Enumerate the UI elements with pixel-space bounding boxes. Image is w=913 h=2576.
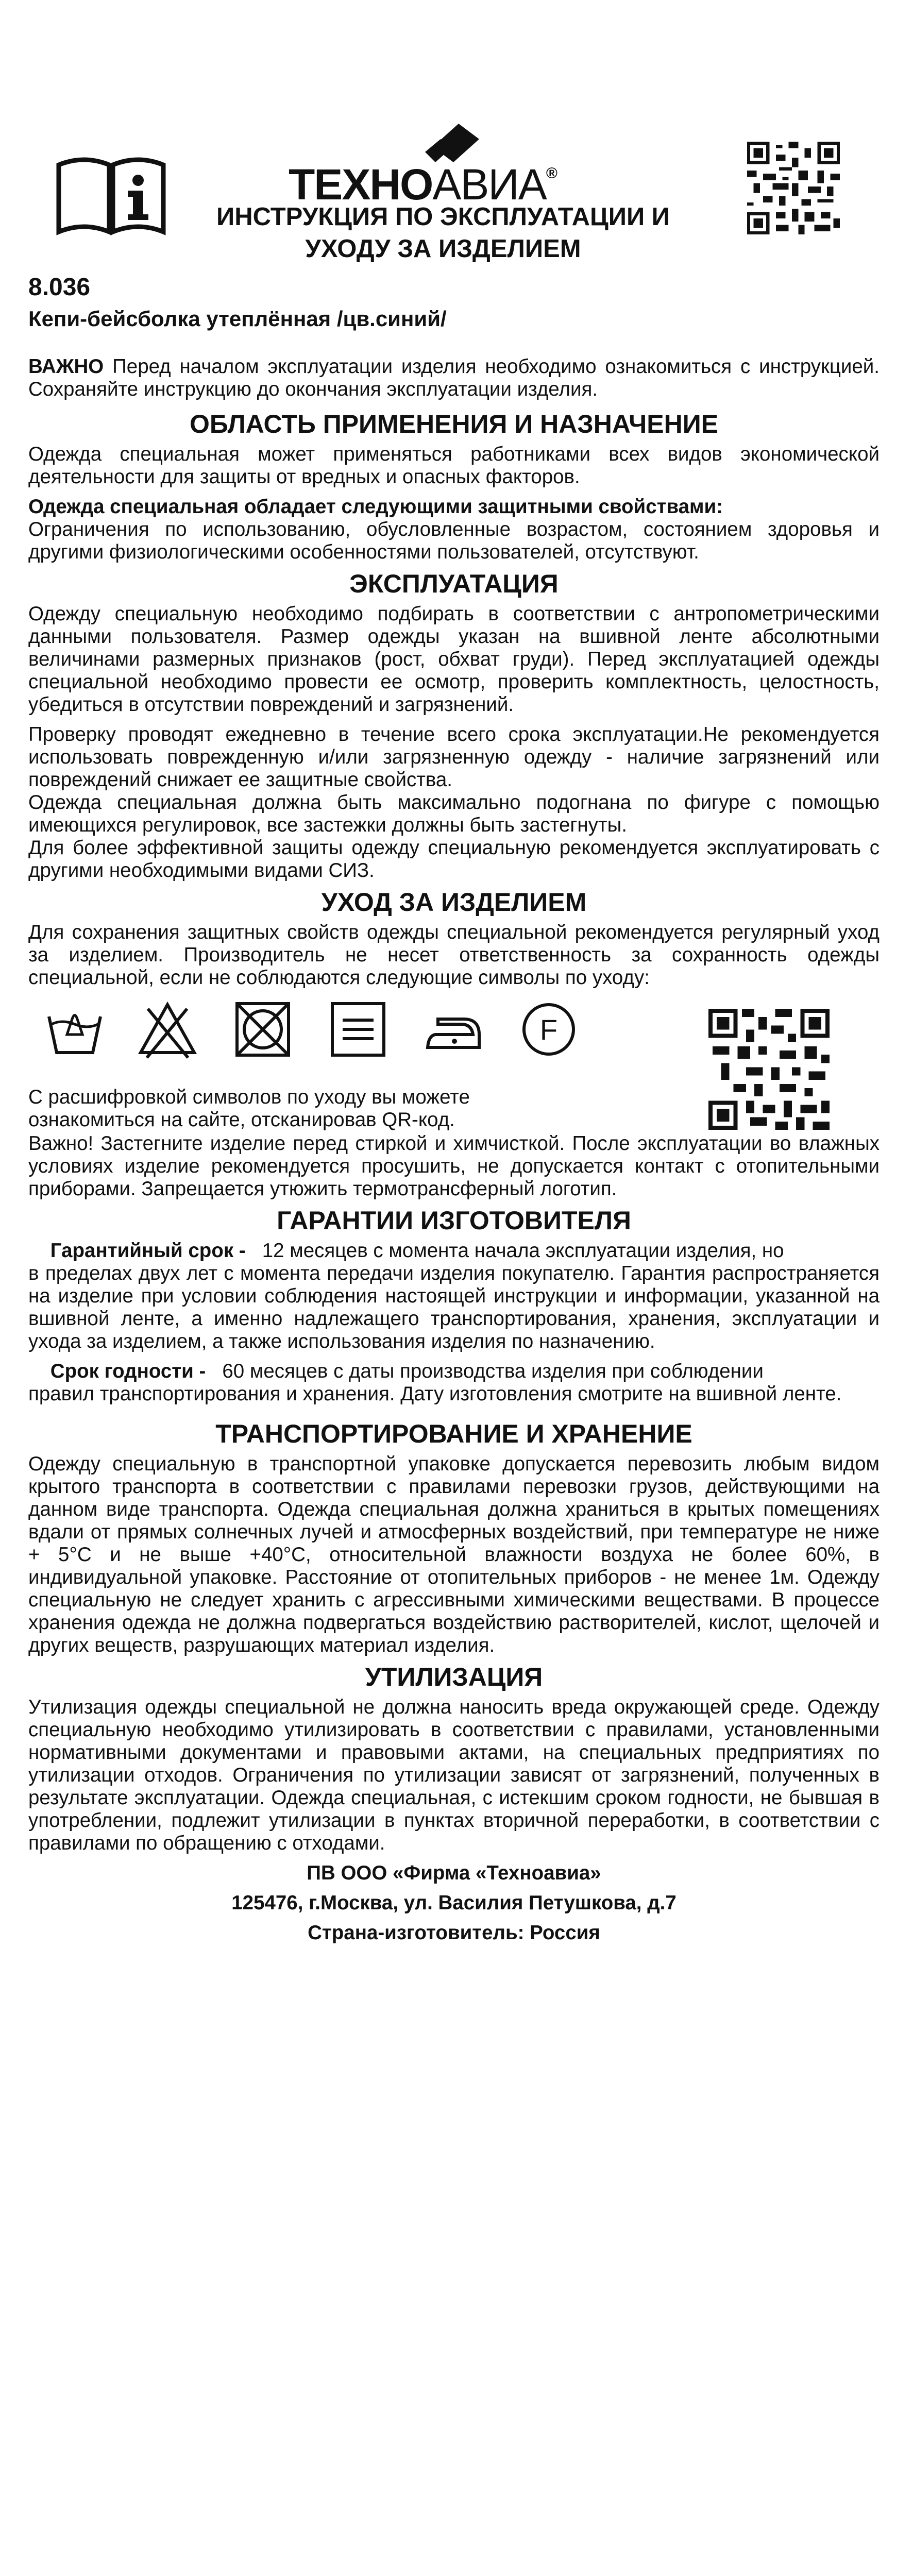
care-paragraph: Для сохранения защитных свойств одежды специальной рекомендуется регулярный уход за изделием. Производитель не несет ответственность за сохранность одежды специальной, если не соблюдаются следующие символы по уходу: <box>28 921 880 989</box>
iron-low-icon <box>422 998 484 1060</box>
protective-properties-heading: Одежда специальная обладает следующими защитными свойствами: <box>28 496 723 518</box>
company-logo <box>289 118 577 209</box>
care-symbols <box>28 998 672 1076</box>
book-info-icon <box>56 155 166 237</box>
disposal-heading: УТИЛИЗАЦИЯ <box>365 1663 543 1691</box>
scope-heading: ОБЛАСТЬ ПРИМЕНЕНИЯ И НАЗНАЧЕНИЕ <box>190 410 718 438</box>
usage-paragraph: Одежду специальную необходимо подбирать в соответствии с антропометрическими данными пользователя. Размер одежды указан на вшивной ленте абсолютными величинами размерных признаков (рост, обхват груди). Перед эксплуатацией одежды специальной необходимо провести ее осмотр, проверить комплектность, целостность, убедиться в отсутствии повреждений и загрязнений. <box>28 603 880 716</box>
usage-paragraph: Проверку проводят ежедневно в течение всего срока эксплуатации.Не рекомендуется использовать поврежденную и/или загрязненную одежду - наличие загрязнений или повреждений снижает ее защитные свойства. <box>28 723 880 791</box>
dry-clean-f-icon <box>518 998 580 1060</box>
shelf-life: Срок годности - 60 месяцев с даты производства изделия при соблюдении <box>50 1360 764 1382</box>
usage-paragraph: Для более эффективной защиты одежду специальную рекомендуется эксплуатировать с другими необходимыми видами СИЗ. <box>28 837 880 882</box>
shelf-life-details: правил транспортирования и хранения. Дату изготовления смотрите на вшивной ленте. <box>28 1383 842 1405</box>
article-number: 8.036 <box>28 274 91 301</box>
no-bleach-icon <box>137 998 198 1060</box>
care-warning: Важно! Застегните изделие перед стиркой и химчисткой. После эксплуатации во влажных условиях изделие рекомендуется просушить, не допускается контакт с отопительными приборами. Запрещается утюжить термотрансферный логотип. <box>28 1132 880 1200</box>
country-of-origin: Страна-изготовитель: Россия <box>308 1922 600 1944</box>
important-notice: ВАЖНО Перед началом эксплуатации изделия необходимо ознакомиться с инструкцией. Сохраняйте инструкцию до окончания эксплуатации изделия. <box>28 355 880 400</box>
manufacturer-name: ПВ ООО «Фирма «Техноавиа» <box>307 1862 601 1884</box>
usage-paragraph: Одежда специальная должна быть максимально подогнана по фигуре с помощью имеющихся регулировок, все застежки должны быть застегнуты. <box>28 791 880 836</box>
care-qr-code-icon <box>708 1009 830 1130</box>
header <box>0 0 913 331</box>
warranty-term: Гарантийный срок - 12 месяцев с момента начала эксплуатации изделия, но <box>50 1240 784 1262</box>
scope-text: Одежда специальная может применяться работниками всех видов экономической деятельности для защиты от вредных и опасных факторов. <box>28 443 880 488</box>
hand-wash-icon <box>44 998 106 1060</box>
logo-wordmark: ТЕХНОАВИА® <box>289 160 556 209</box>
usage-limits-text: Ограничения по использованию, обусловленные возрастом, состоянием здоровья и другими физиологическими особенностями пользователей, отсутствуют. <box>28 518 880 563</box>
warranty-heading: ГАРАНТИИ ИЗГОТОВИТЕЛЯ <box>277 1206 631 1235</box>
usage-heading: ЭКСПЛУАТАЦИЯ <box>349 569 559 598</box>
transport-text: Одежду специальную в транспортной упаковке допускается перевозить любым видом крытого транспорта в соответствии с правилами перевозки грузов, действующими на данном виде транспорта. Одежда специальная должна храниться в крытых помещениях вдали от прямых солнечных лучей и атмосферных воздействий, при температуре не ниже + 5°С и не выше +40°С, относительной влажности воздуха не более 60%, в индивидуальной упаковке. Расстояние от отопительных приборов - не менее 1м. Одежду специальную не следует хранить с агрессивными химическими веществами. В процессе хранения одежда не должна подвергаться воздействию растворителей, кислот, щелочей и других веществ, разрушающих материал изделия. <box>28 1453 880 1656</box>
transport-heading: ТРАНСПОРТИРОВАНИЕ И ХРАНЕНИЕ <box>215 1419 692 1448</box>
shelf-life-label: Срок годности - <box>50 1360 206 1382</box>
document-title: ИНСТРУКЦИЯ ПО ЭКСПЛУАТАЦИИ И УХОДУ ЗА ИЗДЕЛИЕМ <box>216 203 670 263</box>
care-heading: УХОД ЗА ИЗДЕЛИЕМ <box>321 888 587 917</box>
warranty-term-label: Гарантийный срок - <box>50 1240 246 1262</box>
qr-code-icon <box>747 142 840 234</box>
qr-care-hint: С расшифровкой символов по уходу вы можете ознакомиться на сайте, отсканировав QR-код. <box>28 1086 470 1131</box>
disposal-text: Утилизация одежды специальной не должна наносить вреда окружающей среде. Одежду специальную необходимо утилизировать в соответствии с правилами, установленными нормативными документами и правовыми актами, на специальных предприятиях по утилизации отходов. Ограничения по утилизации зависят от загрязнений, полученных в результате эксплуатации. Одежда специальная, с истекшим сроком годности, не бывшая в употреблении, подлежит утилизации в пунктах вторичной переработки, в соответствии с правилами по обращению с отходами. <box>28 1696 880 1854</box>
dry-flat-icon <box>327 998 389 1060</box>
product-name: Кепи-бейсболка утеплённая /цв.синий/ <box>28 307 447 331</box>
manufacturer-address: 125476, г.Москва, ул. Василия Петушкова, д.7 <box>231 1892 677 1914</box>
important-label: ВАЖНО <box>28 355 104 378</box>
care-symbols-row <box>28 998 880 1132</box>
svg-text:F: F <box>539 1013 558 1046</box>
warranty-term-details: в пределах двух лет с момента передачи изделия покупателю. Гарантия распространяется на изделие при условии соблюдения настоящей инструкции и информации, указанной на вшивной ленте, а именно надлежащего транспортирования, хранения, эксплуатации и ухода за изделием, а также использования изделия по назначению. <box>28 1262 880 1352</box>
instruction-body <box>28 355 880 1944</box>
no-tumble-dry-icon <box>232 998 294 1060</box>
